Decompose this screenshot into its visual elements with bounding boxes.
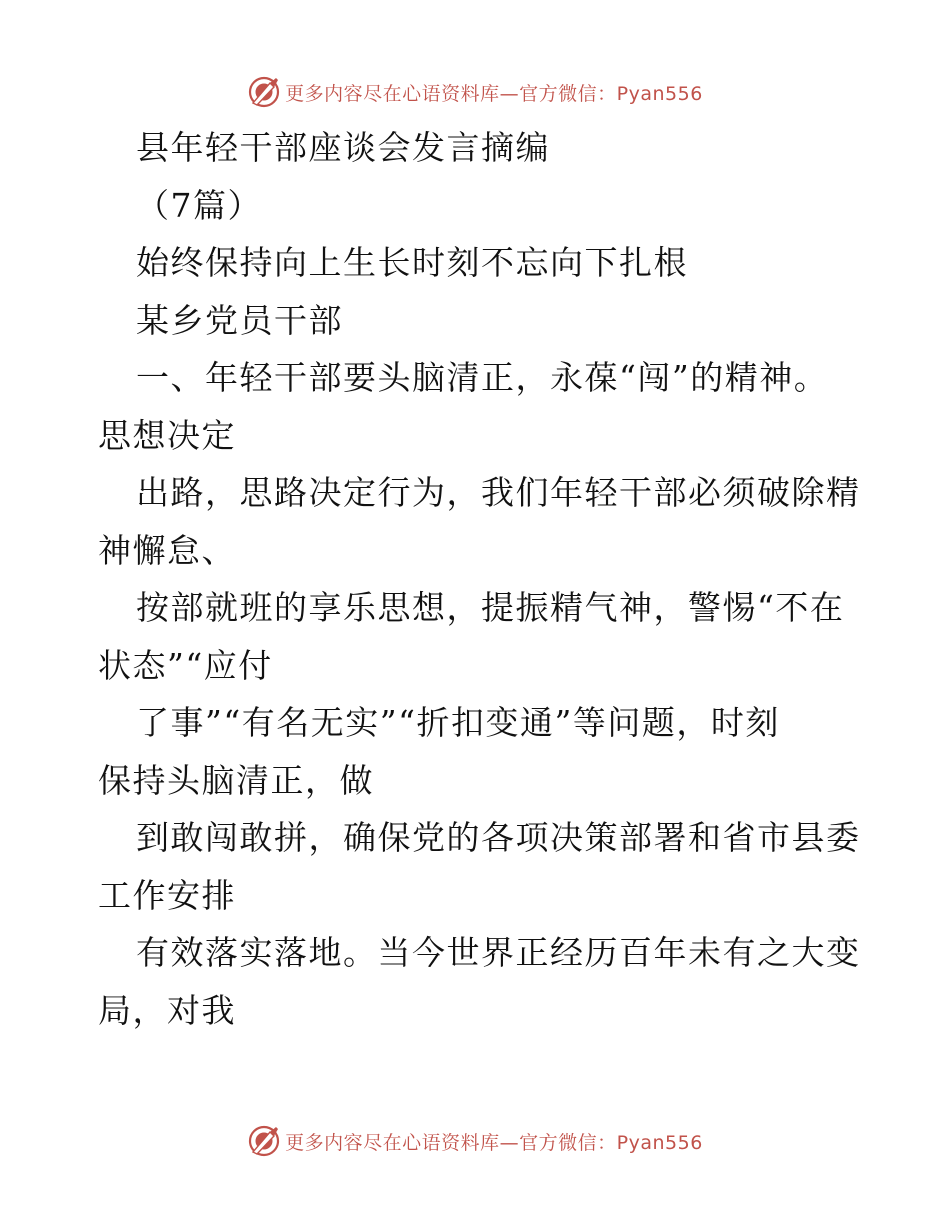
text-line: 局，对我	[98, 990, 236, 1030]
text-line: 有效落实落地。当今世界正经历百年未有之大变	[136, 933, 861, 972]
text-line: 按部就班的享乐思想，提振精气神，警惕“不在	[136, 588, 845, 627]
document-subtitle: （7篇）	[136, 185, 262, 225]
document-title: 县年轻干部座谈会发言摘编	[136, 128, 550, 167]
document-body	[98, 119, 861, 1039]
text-line: 到敢闯敢拼，确保党的各项决策部署和省市县委	[136, 818, 861, 857]
text-line: 神懈怠、	[98, 530, 236, 570]
text-line: 一、年轻干部要头脑清正，永葆“闯”的精神。	[136, 358, 829, 397]
pen-logo-icon	[247, 1124, 281, 1158]
pen-logo-icon	[247, 75, 281, 109]
article-author: 某乡党员干部	[136, 300, 343, 340]
text-line: 状态”“应付	[98, 645, 273, 685]
watermark-footer	[0, 1121, 950, 1161]
text-line: 思想决定	[98, 415, 236, 455]
text-line: 出路，思路决定行为，我们年轻干部必须破除精	[136, 473, 861, 512]
watermark-header	[0, 72, 950, 112]
article-title: 始终保持向上生长时刻不忘向下扎根	[136, 243, 688, 282]
text-line: 保持头脑清正，做	[98, 760, 374, 800]
watermark-text: 更多内容尽在心语资料库—官方微信：Pyan556	[285, 82, 703, 105]
text-line: 了事”“有名无实”“折扣变通”等问题，时刻	[136, 703, 780, 742]
watermark-text: 更多内容尽在心语资料库—官方微信：Pyan556	[285, 1131, 703, 1154]
text-line: 工作安排	[98, 875, 236, 915]
